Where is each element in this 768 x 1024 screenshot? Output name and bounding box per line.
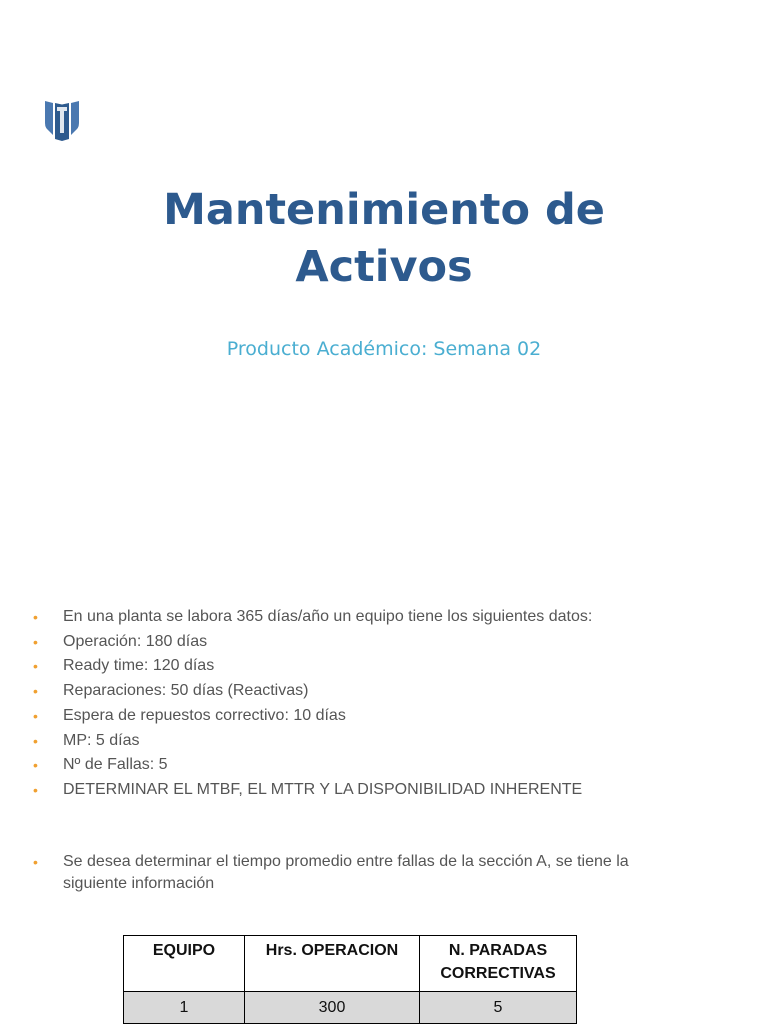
page-title: [0, 182, 768, 296]
list-item: • Espera de repuestos correctivo: 10 días: [33, 704, 733, 729]
list-item: • Nº de Fallas: 5: [33, 753, 733, 778]
problem-2-list: [33, 851, 693, 895]
title-line-1: Mantenimiento de: [163, 185, 605, 235]
page-subtitle: Producto Académico: Semana 02: [226, 338, 542, 360]
table-header-row: [124, 936, 577, 992]
university-shield-logo: [43, 99, 81, 141]
column-header-hrs-operacion: Hrs. OPERACION: [245, 936, 420, 992]
list-item: • DETERMINAR EL MTBF, EL MTTR Y LA DISPONIBILIDAD INHERENTE: [33, 778, 733, 803]
list-item: • Se desea determinar el tiempo promedio entre fallas de la sección A, se tiene la siguiente información: [33, 851, 693, 895]
column-header-equipo: EQUIPO: [124, 936, 245, 992]
problem-1-list: [33, 605, 733, 803]
list-item: • Operación: 180 días: [33, 630, 733, 655]
equipment-table: [123, 935, 577, 1024]
list-item: • En una planta se labora 365 días/año un equipo tiene los siguientes datos:: [33, 605, 733, 630]
table-cell: 1: [124, 992, 245, 1024]
table-row: [124, 992, 577, 1024]
list-item: • Ready time: 120 días: [33, 654, 733, 679]
table-cell: 300: [245, 992, 420, 1024]
column-header-paradas: N. PARADAS CORRECTIVAS: [420, 936, 577, 992]
list-item: • MP: 5 días: [33, 729, 733, 754]
list-item: • Reparaciones: 50 días (Reactivas): [33, 679, 733, 704]
title-line-2: Activos: [295, 242, 473, 292]
table-cell: 5: [420, 992, 577, 1024]
